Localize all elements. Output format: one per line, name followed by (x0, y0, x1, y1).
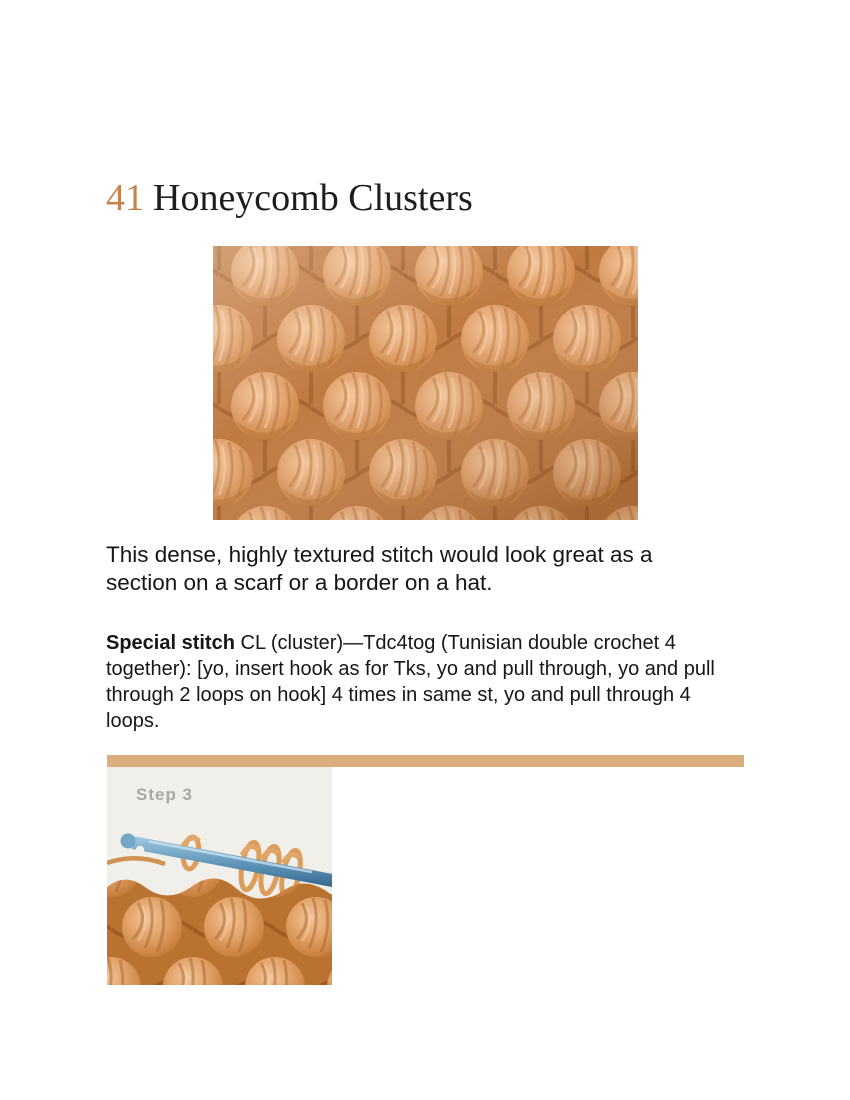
text-line: loops. (106, 710, 160, 732)
special-stitch-label: Special stitch (106, 632, 235, 654)
step-3-photo (107, 767, 332, 985)
section-divider-bar (107, 755, 744, 767)
intro-paragraph (106, 541, 653, 597)
pattern-title: Honeycomb Clusters (153, 177, 473, 219)
text-line: together): [yo, insert hook as for Tks, yo and pull through, yo and pull (106, 658, 715, 680)
cluster-fabric (107, 878, 332, 985)
chapter-heading (106, 176, 473, 220)
step-3-graphic (107, 767, 332, 985)
stitch-swatch-graphic (213, 246, 638, 520)
text-line: section on a scarf or a border on a hat. (106, 570, 493, 595)
text-line: This dense, highly textured stitch would look great as a (106, 542, 653, 567)
stitch-swatch-photo (213, 246, 638, 520)
text-line: through 2 loops on hook] 4 times in same st, yo and pull through 4 (106, 684, 691, 706)
special-stitch-paragraph (106, 630, 715, 734)
pattern-number: 41 (106, 177, 144, 219)
text-line (106, 630, 715, 656)
step-label: Step 3 (136, 785, 194, 804)
text-segment: CL (cluster)—Tdc4tog (Tunisian double crochet 4 (234, 632, 676, 654)
